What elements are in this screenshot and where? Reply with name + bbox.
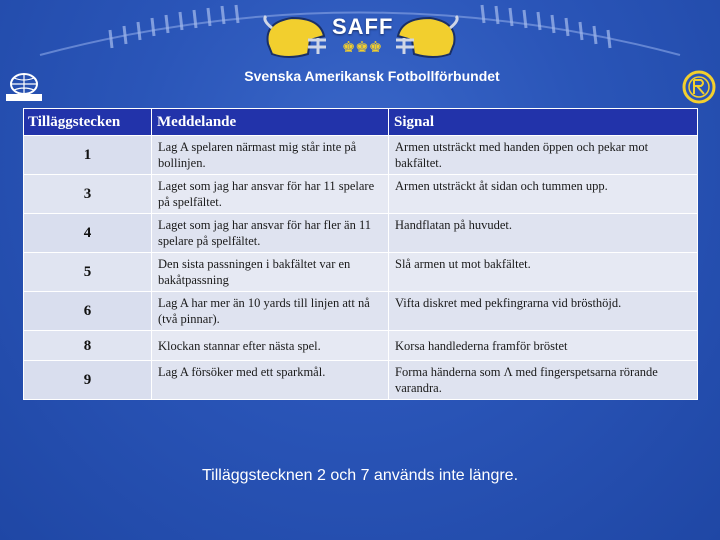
table-header-row: [24, 109, 698, 136]
signal-number: 8: [24, 331, 152, 361]
table-row: [24, 253, 698, 292]
org-abbreviation: SAFF: [332, 14, 394, 39]
header: [0, 0, 720, 105]
crest-seal-icon: [682, 70, 716, 104]
signal-number: 9: [24, 361, 152, 400]
column-header-signal: Signal: [389, 109, 698, 136]
signal-description: Armen utsträckt åt sidan och tummen upp.: [389, 175, 698, 214]
signal-number: 4: [24, 214, 152, 253]
signal-message: Laget som jag har ansvar för har fler än 11 spelare på spelfältet.: [152, 214, 389, 253]
signal-description: Slå armen ut mot bakfältet.: [389, 253, 698, 292]
signal-number: 5: [24, 253, 152, 292]
signal-number: 1: [24, 136, 152, 175]
org-name: Svenska Amerikansk Fotbollförbundet: [244, 68, 500, 84]
signal-description: Korsa handlederna framför bröstet: [389, 331, 698, 361]
footer-note: Tilläggstecknen 2 och 7 används inte längre.: [201, 467, 519, 484]
signal-message: Den sista passningen i bakfältet var en bakåtpassning: [152, 253, 389, 292]
ifaf-globe-icon: [4, 72, 44, 102]
signal-number: 6: [24, 292, 152, 331]
signal-description: Handflatan på huvudet.: [389, 214, 698, 253]
table-row: [24, 136, 698, 175]
table-row: [24, 331, 698, 361]
helmet-right-icon: [392, 14, 464, 62]
table-row: [24, 214, 698, 253]
signal-message: Laget som jag har ansvar för har 11 spelare på spelfältet.: [152, 175, 389, 214]
crowns-icon: ♚♚♚: [341, 39, 383, 56]
column-header-meddelande: Meddelande: [152, 109, 389, 136]
table-row: [24, 175, 698, 214]
signals-table: [23, 108, 698, 400]
column-header-tillaggstecken: Tilläggstecken: [24, 109, 152, 136]
table-row: [24, 361, 698, 400]
signal-description: Forma händerna som Λ med fingerspetsarna rörande varandra.: [389, 361, 698, 400]
table-row: [24, 292, 698, 331]
signal-message: Lag A spelaren närmast mig står inte på bollinjen.: [152, 136, 389, 175]
signal-message: Lag A försöker med ett sparkmål.: [152, 361, 389, 400]
signal-description: Armen utsträckt med handen öppen och pekar mot bakfältet.: [389, 136, 698, 175]
signal-description: Vifta diskret med pekfingrarna vid brösthöjd.: [389, 292, 698, 331]
signal-number: 3: [24, 175, 152, 214]
signal-message: Klockan stannar efter nästa spel.: [152, 331, 389, 361]
signal-message: Lag A har mer än 10 yards till linjen att nå (två pinnar).: [152, 292, 389, 331]
helmet-left-icon: [258, 14, 330, 62]
